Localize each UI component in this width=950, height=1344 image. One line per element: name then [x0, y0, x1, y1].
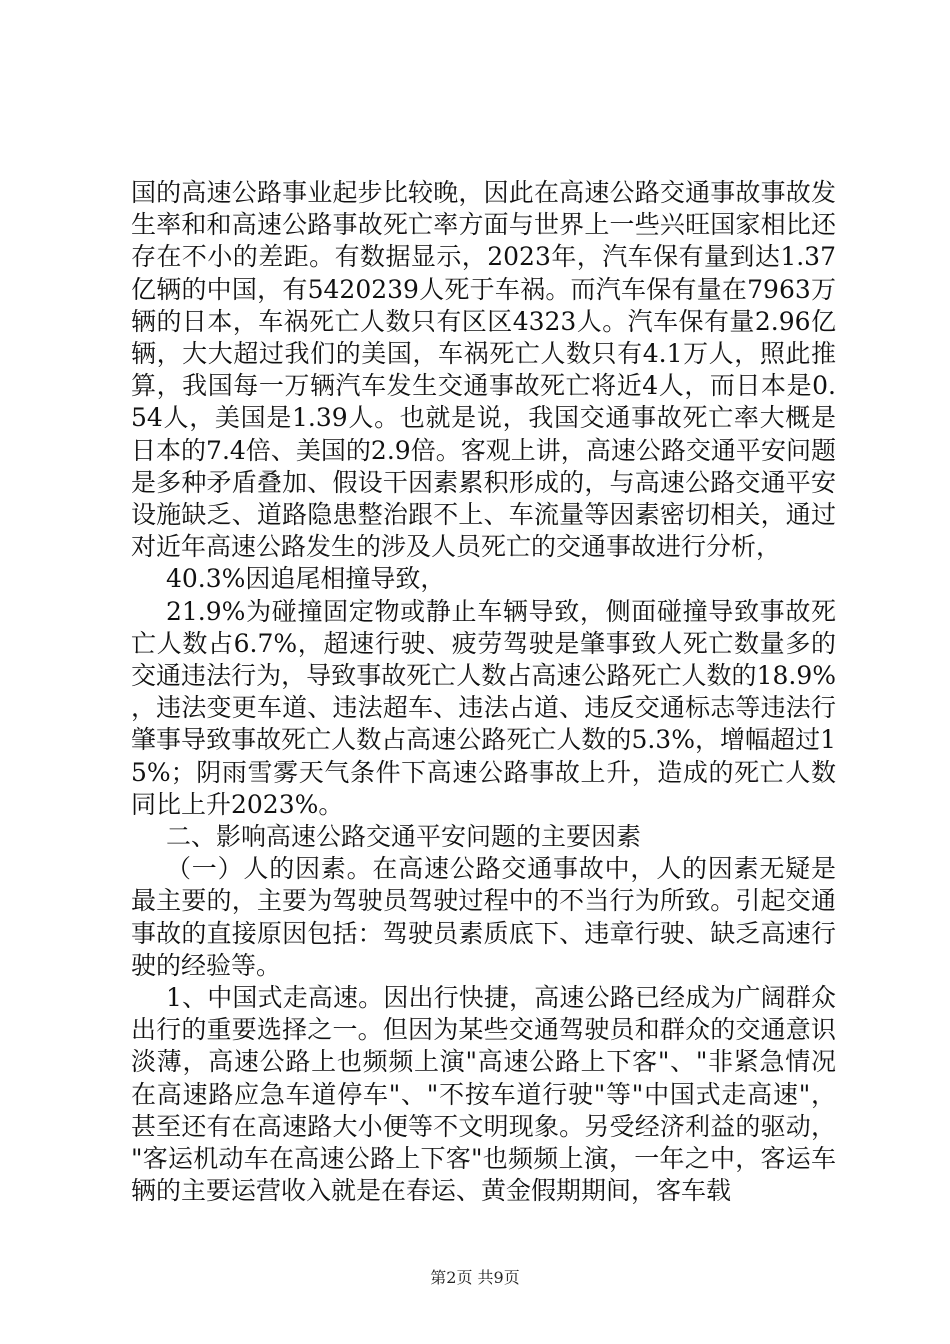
- paragraph-2: 40.3%因追尾相撞导致，: [166, 564, 446, 594]
- paragraph-6: 1、中国式走高速。因出行快捷，高速公路已经成为广阔群众出行的重要选择之一。但因为某些交通驾驶员和群众的交通意识淡薄，高速公路上也频频上演"高速公路上下客"、"非紧急情况在高速路应急车道停车"、"不按车道行驶"等"中国式走高速"，甚至还有在高速路大小便等不文明现象。另受经济利益的驱动，"客运机动车在高速公路上下客"也频频上演，一年之中，客运车辆的主要运营收入就是在春运、黄金假期期间，客车载: [131, 983, 836, 1206]
- section-heading: 二、影响高速公路交通平安问题的主要因素: [166, 822, 642, 852]
- paragraph-5: （一）人的因素。在高速公路交通事故中，人的因素无疑是最主要的，主要为驾驶员驾驶过程中的不当行为所致。引起交通事故的直接原因包括：驾驶员素质底下、违章行驶、缺乏高速行驶的经验等。: [131, 854, 836, 980]
- paragraph-1: 国的高速公路事业起步比较晚，因此在高速公路交通事故事故发生率和和高速公路事故死亡率方面与世界上一些兴旺国家相比还存在不小的差距。有数据显示，2023年，汽车保有量到达1.37亿辆的中国，有5420239人死于车祸。而汽车保有量在7963万辆的日本，车祸死亡人数只有区区4323人。汽车保有量2.96亿辆，大大超过我们的美国，车祸死亡人数只有4.1万人，照此推算，我国每一万辆汽车发生交通事故死亡将近4人，而日本是0.54人，美国是1.39人。也就是说，我国交通事故死亡率大概是日本的7.4倍、美国的2.9倍。客观上讲，高速公路交通平安问题是多种矛盾叠加、假设干因素累积形成的，与高速公路交通平安设施缺乏、道路隐患整治跟不上、车流量等因素密切相关，通过对近年高速公路发生的涉及人员死亡的交通事故进行分析，: [131, 178, 836, 562]
- document-body: [131, 177, 836, 1208]
- page-footer: 第2页 共9页: [430, 1268, 520, 1287]
- paragraph-3: 21.9%为碰撞固定物或静止车辆导致，侧面碰撞导致事故死亡人数占6.7%，超速行驶、疲劳驾驶是肇事致人死亡数量多的交通违法行为，导致事故死亡人数占高速公路死亡人数的18.9%，违法变更车道、违法超车、违法占道、违反交通标志等违法行肇事导致事故死亡人数占高速公路死亡人数的5.3%，增幅超过15%；阴雨雪雾天气条件下高速公路事故上升，造成的死亡人数同比上升2023%。: [131, 596, 836, 819]
